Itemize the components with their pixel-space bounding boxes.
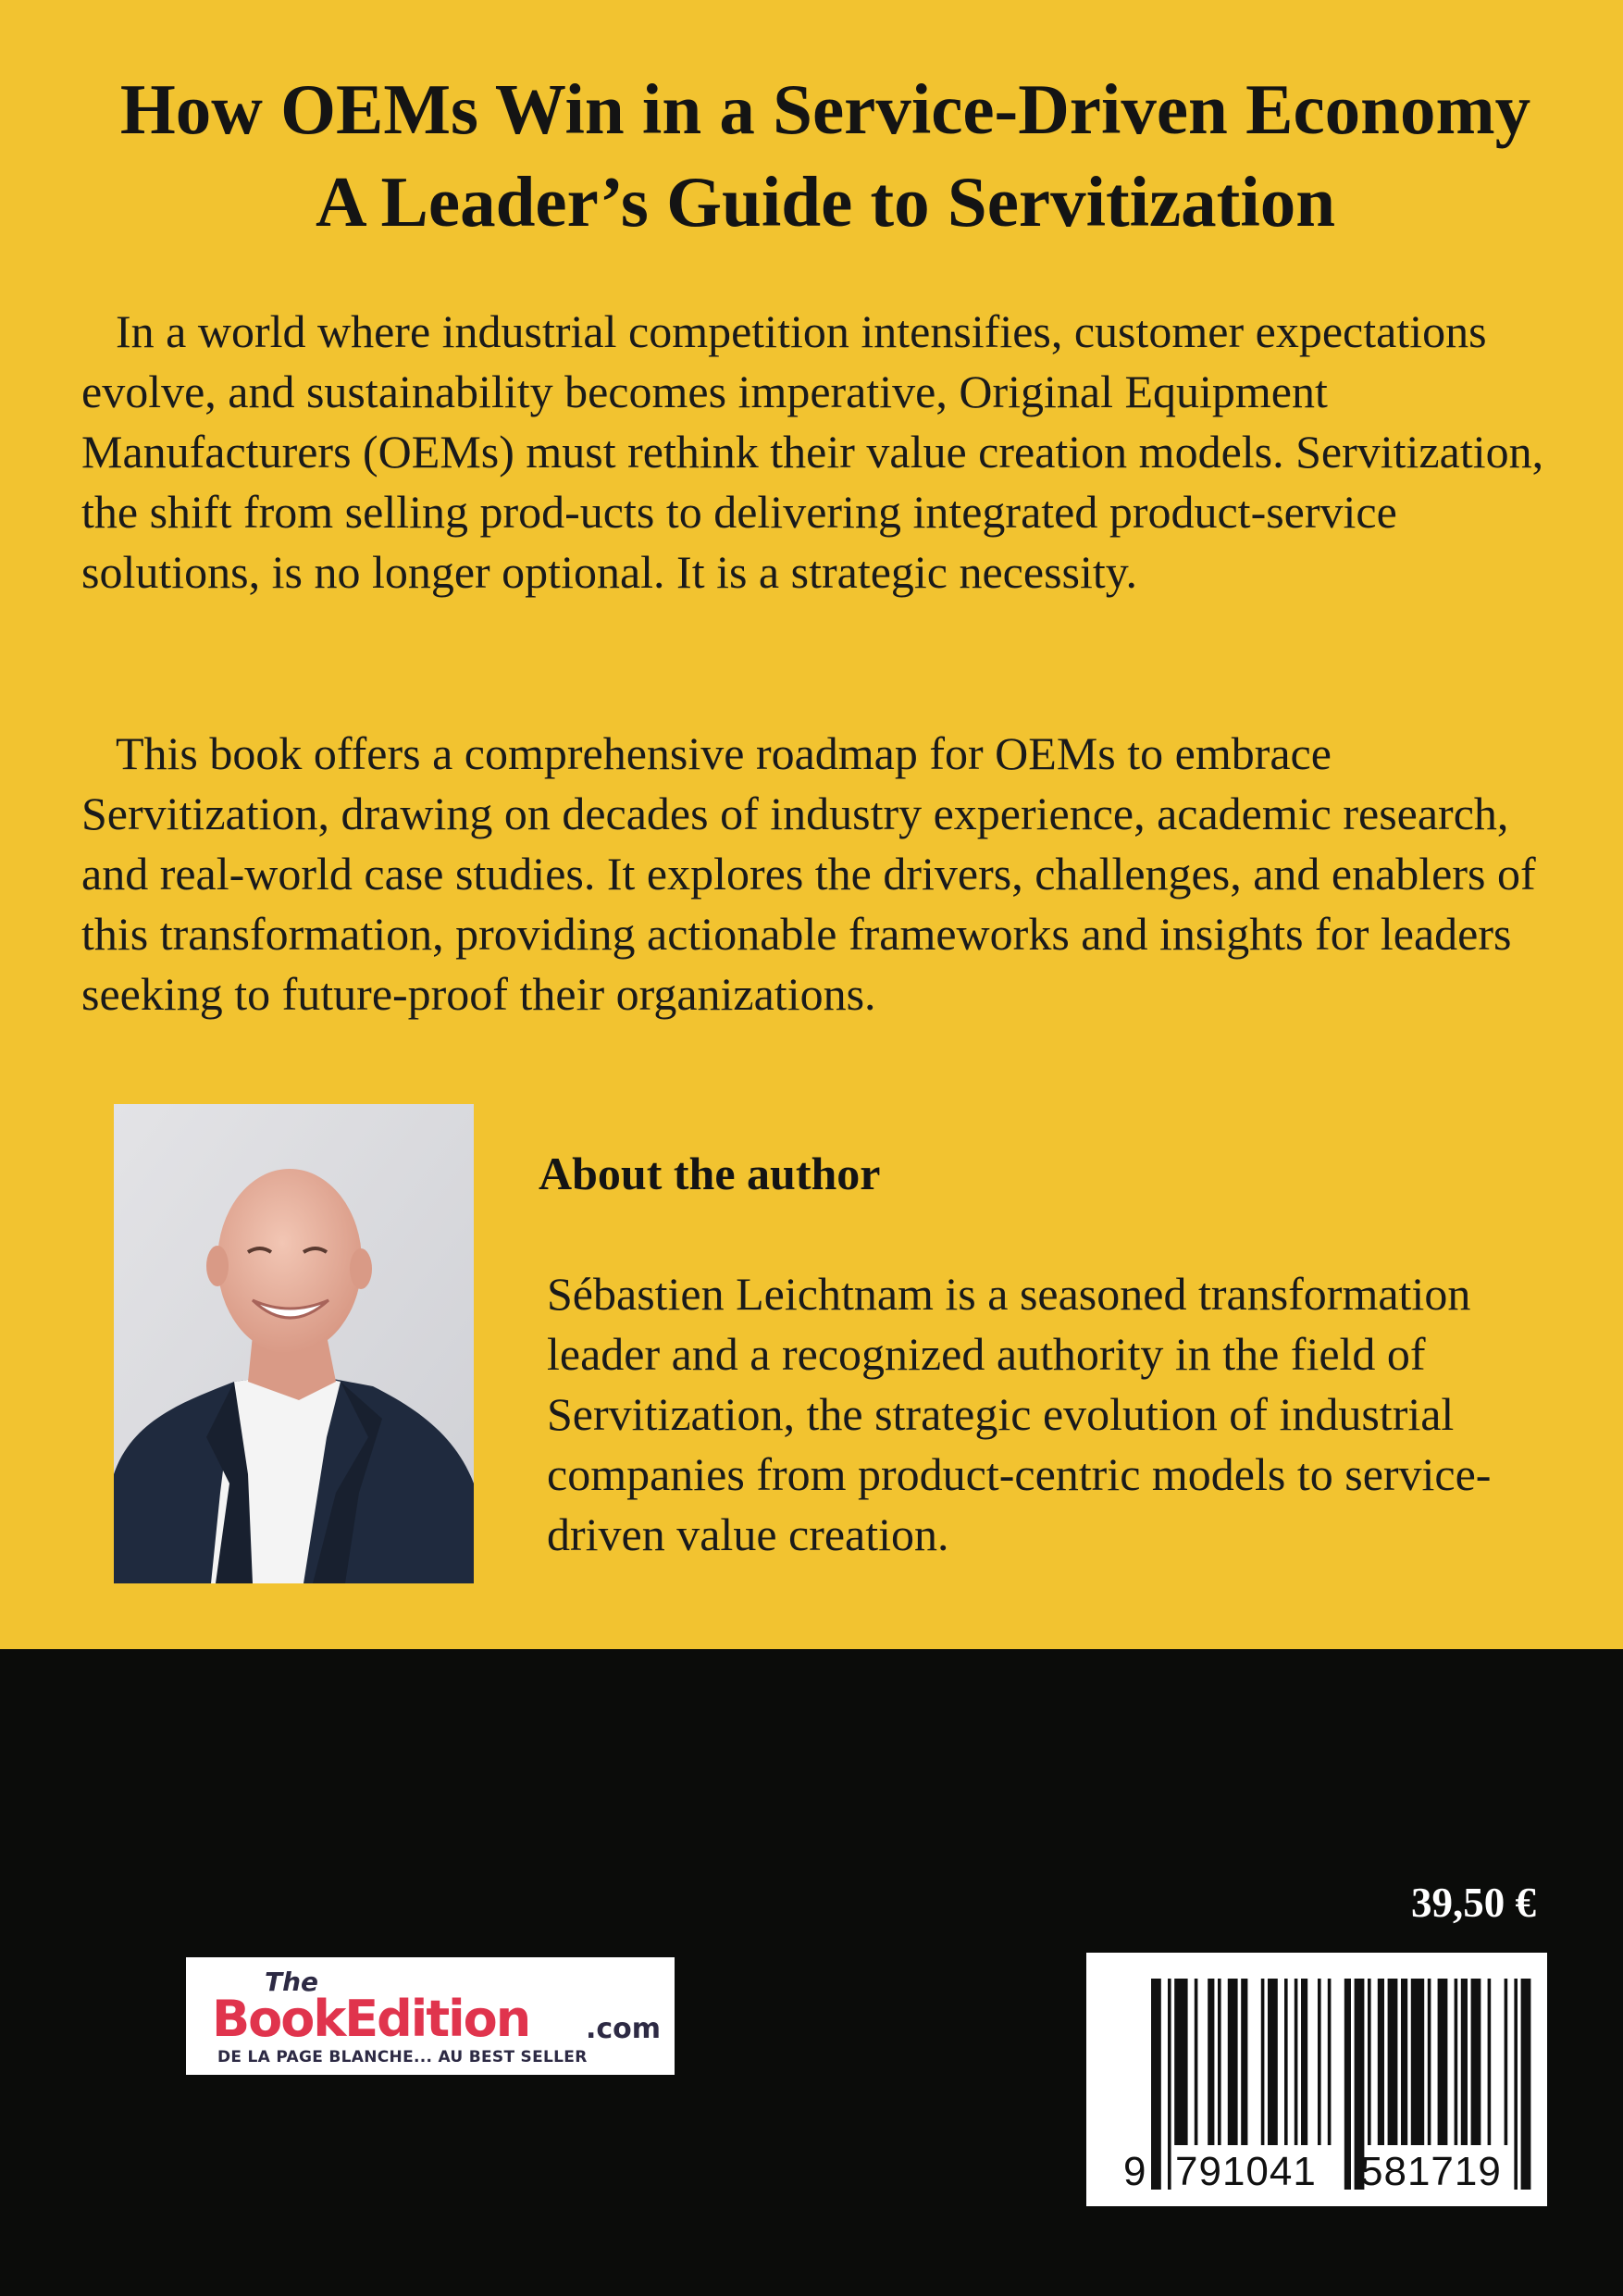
publisher-logo (186, 1957, 675, 2075)
barcode-group-2: 581719 (1360, 2149, 1502, 2194)
author-bio: Sébastien Leichtnam is a seasoned transformation leader and a recognized authority in the field of Servitization, the strategic evolution of industrial companies from product-centric models to service-driven value creation. (547, 1268, 1492, 1560)
author-photo (114, 1104, 474, 1583)
price-label: 39,50 € (1411, 1880, 1536, 1926)
publisher-logo-the: The (265, 1967, 319, 1997)
publisher-logo-name: BookEdition (212, 1990, 530, 2048)
blurb-paragraph-1: In a world where industrial competition intensifies, customer expectations evolve, and sustainability becomes imperative, Original Equipment Manufacturers (OEMs) must rethink their value creation models. Servitization, the shift from selling prod-ucts to delivering integrated product-service solutions, is no longer optional. It is a strategic necessity. (81, 305, 1544, 598)
about-author-heading: About the author (539, 1148, 881, 1199)
book-title: How OEMs Win in a Service-Driven Economy (119, 69, 1531, 149)
book-subtitle: A Leader’s Guide to Servitization (315, 162, 1336, 242)
isbn-barcode (1086, 1953, 1547, 2206)
publisher-logo-domain: .com (586, 2013, 662, 2045)
blurb-paragraph-2: This book offers a comprehensive roadmap for OEMs to embrace Servitization, drawing on decades of industry experience, academic research, and real-world case studies. It explores the drivers, challenges, and enablers of this transformation, providing actionable frameworks and insights for leaders seeking to future-proof their organizations. (81, 727, 1536, 1020)
barcode-first-digit: 9 (1123, 2149, 1147, 2194)
barcode-group-1: 791041 (1175, 2149, 1317, 2194)
publisher-logo-tagline: DE LA PAGE BLANCHE... AU BEST SELLER (217, 2048, 588, 2066)
